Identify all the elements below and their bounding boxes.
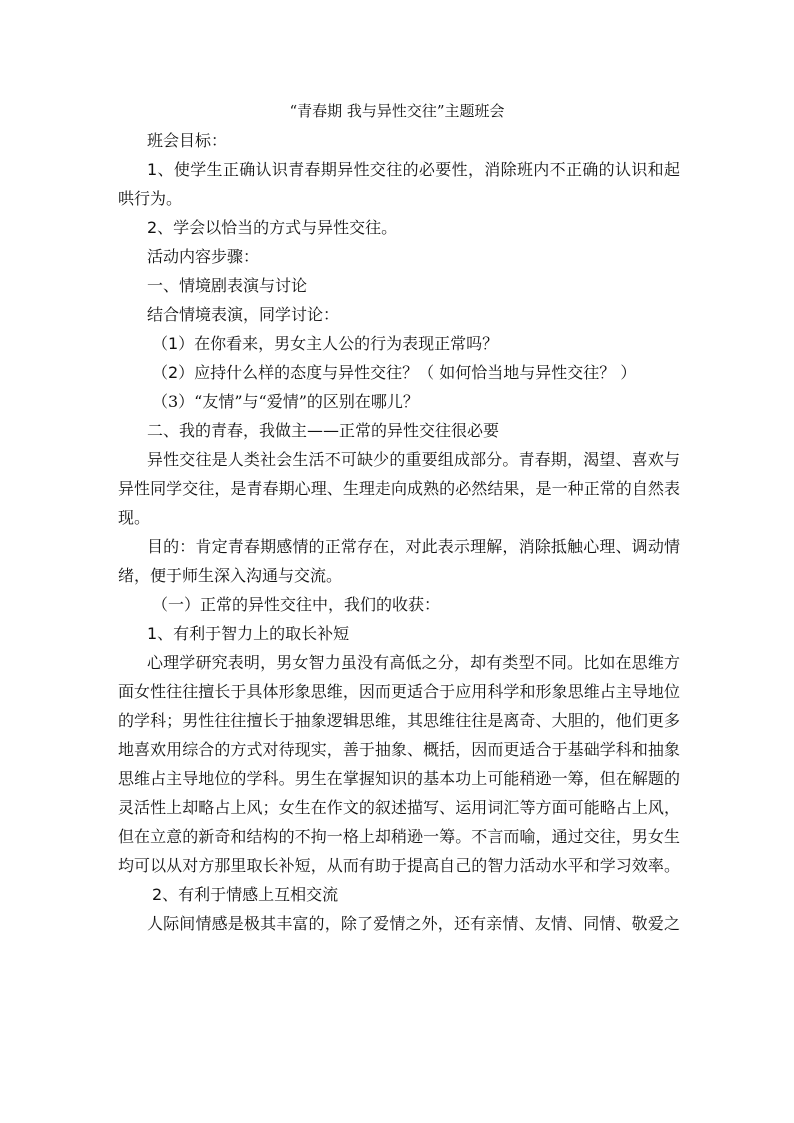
text-line: 但在立意的新奇和结构的不拘一格上却稍逊一筹。不言而喻，通过交往，男女生 bbox=[118, 827, 680, 846]
text-line: （3）“友情”与“爱情”的区别在哪儿？ bbox=[152, 392, 419, 411]
text-line: 1、使学生正确认识青春期异性交往的必要性，消除班内不正确的认识和起 bbox=[147, 160, 680, 179]
text-line: 思维占主导地位的学科。男生在掌握知识的基本功上可能稍逊一筹，但在解题的 bbox=[118, 769, 680, 788]
text-line: 灵活性上却略占上风；女生在作文的叙述描写、运用词汇等方面可能略占上风， bbox=[118, 798, 680, 817]
text-line: 绪，便于师生深入沟通与交流。 bbox=[118, 566, 343, 585]
text-line: 班会目标： bbox=[147, 131, 228, 150]
text-line: 均可以从对方那里取长补短，从而有助于提高自己的智力活动水平和学习效率。 bbox=[118, 856, 680, 875]
document-title: “青春期 我与异性交往”主题班会 bbox=[289, 102, 505, 120]
text-line: 结合情境表演，同学讨论： bbox=[147, 305, 340, 324]
text-line: 2、有利于情感上互相交流 bbox=[152, 885, 339, 904]
text-line: 人际间情感是极其丰富的，除了爱情之外，还有亲情、友情、同情、敬爱之 bbox=[147, 914, 680, 933]
text-line: 2、学会以恰当的方式与异性交往。 bbox=[147, 218, 398, 237]
text-line: 活动内容步骤： bbox=[147, 247, 260, 266]
text-line: 二、我的青春，我做主——正常的异性交往很必要 bbox=[147, 421, 500, 440]
text-line: 现。 bbox=[118, 508, 151, 527]
text-line: 异性同学交往，是青春期心理、生理走向成熟的必然结果，是一种正常的自然表 bbox=[118, 479, 680, 498]
text-line: 地喜欢用综合的方式对待现实，善于抽象、概括，因而更适合于基础学科和抽象 bbox=[118, 740, 680, 759]
text-line: （一）正常的异性交往中，我们的收获： bbox=[152, 595, 441, 614]
text-line: 的学科；男性往往擅长于抽象逻辑思维，其思维往往是离奇、大胆的，他们更多 bbox=[118, 711, 680, 730]
text-line: 一、情境剧表演与讨论 bbox=[147, 276, 308, 295]
text-line: 异性交往是人类社会生活不可缺少的重要组成部分。青春期，渴望、喜欢与 bbox=[147, 450, 680, 469]
text-line: （1）在你看来，男女主人公的行为表现正常吗？ bbox=[152, 334, 499, 353]
document-body bbox=[118, 126, 680, 938]
text-line: 1、有利于智力上的取长补短 bbox=[147, 624, 350, 643]
text-line: 目的：肯定青春期感情的正常存在，对此表示理解，消除抵触心理、调动情 bbox=[147, 537, 680, 556]
text-line: 心理学研究表明，男女智力虽没有高低之分，却有类型不同。比如在思维方 bbox=[147, 653, 680, 672]
text-line: 哄行为。 bbox=[118, 189, 183, 208]
text-line: （2）应持什么样的态度与异性交往？（ 如何恰当地与异性交往？ ） bbox=[152, 363, 637, 382]
text-line: 面女性往往擅长于具体形象思维，因而更适合于应用科学和形象思维占主导地位 bbox=[118, 682, 680, 701]
